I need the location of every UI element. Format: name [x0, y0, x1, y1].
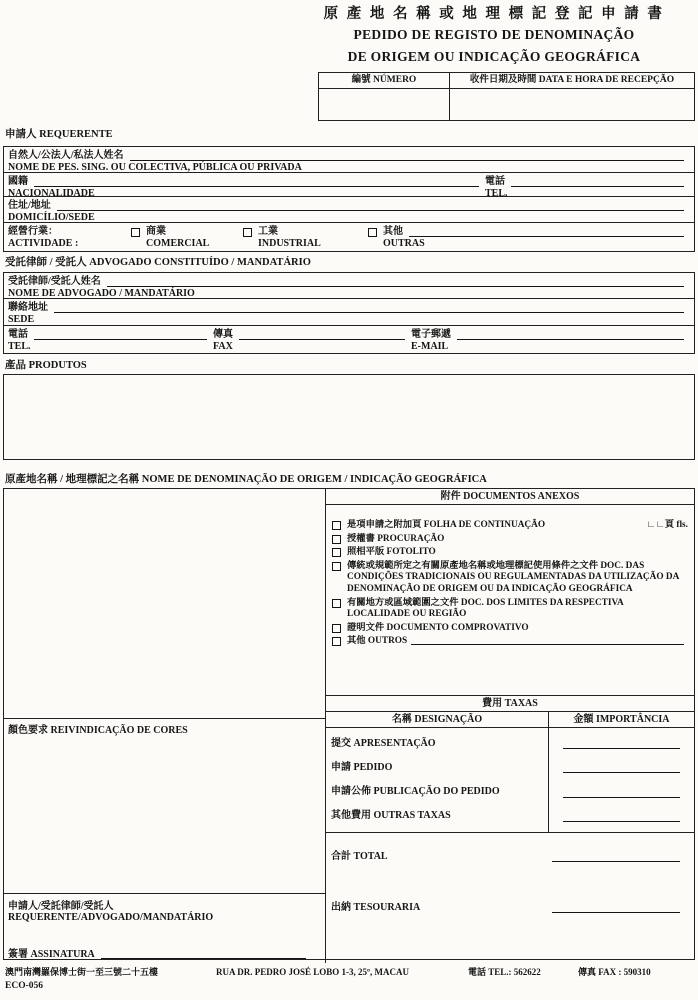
- industrial-label-pt: INDUSTRIAL: [258, 238, 321, 249]
- comprovative-checkbox[interactable]: [332, 624, 341, 633]
- colors-claim-label: 顏色要求 REIVINDICAÇÃO DE CORES: [8, 725, 188, 736]
- products-section-label: 產品 PRODUTOS: [5, 360, 87, 371]
- commercial-checkbox[interactable]: [131, 228, 140, 237]
- fotolito-checkbox[interactable]: [332, 548, 341, 557]
- others-field[interactable]: [409, 226, 684, 237]
- fees-body: [326, 728, 694, 833]
- reception-value-cell[interactable]: [450, 89, 694, 120]
- fees-designation-header: 名稱 DESIGNAÇÃO: [326, 712, 549, 727]
- attachment-item-limits-doc: [332, 598, 688, 621]
- fees-designation-column: [326, 728, 549, 832]
- attachment-item-label: 是項申請之附加頁 FOLHA DE CONTINUAÇÃO: [347, 520, 546, 530]
- advocate-email-field[interactable]: [457, 329, 684, 340]
- fees-amount-column: [549, 728, 694, 832]
- attachment-item-label: 授權書 PROCURAÇÃO: [347, 533, 445, 544]
- signature-label: 簽署 ASSINATURA: [8, 949, 95, 960]
- total-amount-field[interactable]: [552, 851, 680, 862]
- attachment-others-checkbox[interactable]: [332, 637, 341, 646]
- fee-amount-field-presentation[interactable]: [563, 738, 680, 749]
- signature-holder-label: 申請人/受託律師/受託人 REQUERENTE/ADVOGADO/MANDATÁRIO: [8, 901, 214, 923]
- applicant-name-label-pt: NOME DE PES. SING. OU COLECTIVA, PÚBLICA OU PRIVADA: [8, 162, 302, 173]
- activity-label-pt: ACTIVIDADE :: [8, 238, 79, 249]
- applicant-tel-label-pt: TEL.: [485, 188, 508, 199]
- activity-row: [4, 223, 694, 251]
- form-title-zh: 原 產 地 名 稱 或 地 理 標 記 登 記 申 請 書: [323, 6, 665, 22]
- fees-header-row: [326, 712, 694, 728]
- footer-address-pt: RUA DR. PEDRO JOSÉ LOBO 1-3, 25º, MACAU: [216, 967, 409, 977]
- industrial-label-zh: 工業: [258, 226, 278, 237]
- products-box[interactable]: [3, 374, 695, 460]
- applicant-address-label-pt: DOMICÍLIO/SEDE: [8, 212, 95, 223]
- continuation-checkbox[interactable]: [332, 521, 341, 530]
- attachment-item-label: 有關地方或區域範圍之文件 DOC. DOS LIMITES DA RESPECTIVA LOCALIDADE OU REGIÃO: [347, 597, 624, 620]
- advocate-address-field[interactable]: [54, 302, 684, 313]
- advocate-name-label-pt: NOME DE ADVOGADO / MANDATÁRIO: [8, 288, 195, 299]
- attachment-item-others: [332, 636, 688, 648]
- pages-note: ∟∟頁 fls.: [646, 520, 688, 530]
- signature-box: [4, 894, 325, 963]
- attachment-item-comprovative: [332, 623, 688, 635]
- applicant-tel-field[interactable]: [511, 176, 684, 187]
- fee-amount-field-publication[interactable]: [563, 787, 680, 798]
- others-label-pt: OUTRAS: [383, 238, 425, 249]
- fee-amount-field-other[interactable]: [563, 811, 680, 822]
- fees-box: [326, 696, 694, 963]
- nationality-label-pt: NACIONALIDADE: [8, 188, 95, 199]
- fees-amount-header: 金額 IMPORTÂNCIA: [573, 714, 670, 725]
- applicant-address-field[interactable]: [57, 200, 684, 211]
- attachment-item-label: 證明文件 DOCUMENTO COMPROVATIVO: [347, 622, 529, 633]
- advocate-name-row: [4, 273, 694, 299]
- advocate-address-label-pt: SEDE: [8, 314, 35, 325]
- industrial-checkbox[interactable]: [243, 228, 252, 237]
- applicant-address-row: [4, 197, 694, 223]
- conditions-doc-checkbox[interactable]: [332, 562, 341, 571]
- fee-row-label: 其他費用 OUTRAS TAXAS: [331, 810, 451, 821]
- total-label: 合計 TOTAL: [331, 851, 388, 862]
- number-reception-table: [318, 72, 695, 121]
- advocate-tel-label-zh: 電話: [8, 329, 28, 340]
- nationality-field[interactable]: [34, 176, 479, 187]
- attachment-item-procuration: [332, 534, 688, 546]
- fees-totals: [326, 833, 694, 913]
- footer-tel: 電話 TEL.: 562622: [468, 967, 541, 977]
- form-code: ECO-056: [5, 981, 43, 991]
- advocate-name-label-zh: 受託律師/受託人姓名: [8, 276, 101, 287]
- nationality-label-zh: 國籍: [8, 176, 28, 187]
- advocate-name-field[interactable]: [107, 276, 684, 287]
- commercial-label-zh: 商業: [146, 226, 166, 237]
- reception-header: 收件日期及時間 DATA E HORA DE RECEPÇÃO: [450, 73, 694, 89]
- number-header: 編號 NÚMERO: [319, 73, 450, 89]
- signature-field[interactable]: [101, 948, 306, 959]
- attachments-title: 附件 DOCUMENTOS ANEXOS: [326, 489, 694, 505]
- attachment-item-fotolito: [332, 547, 688, 559]
- applicant-nationality-row: [4, 173, 694, 197]
- treasury-field[interactable]: [552, 902, 680, 913]
- advocate-tel-field[interactable]: [34, 329, 207, 340]
- fee-row-label: 提交 APRESENTAÇÃO: [331, 738, 436, 749]
- commercial-label-pt: COMERCIAL: [146, 238, 210, 249]
- applicant-box: [3, 146, 695, 252]
- advocate-box: [3, 272, 695, 354]
- form-title-pt-line1: PEDIDO DE REGISTO DE DENOMINAÇÃO: [353, 27, 635, 42]
- form-title-pt-line2: DE ORIGEM OU INDICAÇÃO GEOGRÁFICA: [347, 49, 641, 64]
- others-checkbox[interactable]: [368, 228, 377, 237]
- main-grid: [3, 488, 695, 960]
- advocate-address-label-zh: 聯絡地址: [8, 302, 48, 313]
- fee-amount-field-request[interactable]: [563, 762, 680, 773]
- fee-row-label: 申請公佈 PUBLICAÇÃO DO PEDIDO: [331, 786, 500, 797]
- procuration-checkbox[interactable]: [332, 535, 341, 544]
- colors-claim-box[interactable]: [4, 719, 325, 894]
- attachment-item-continuation: [332, 520, 688, 532]
- activity-label-zh: 經營行業：: [8, 226, 58, 237]
- applicant-name-field[interactable]: [130, 150, 684, 161]
- origin-name-section-label: 原產地名稱 / 地理標記之名稱 NOME DE DENOMINAÇÃO DE ORIGEM / INDICAÇÃO GEOGRÁFICA: [5, 474, 487, 485]
- fees-title: 費用 TAXAS: [326, 696, 694, 712]
- footer-address-zh: 澳門南灣羅保博士街一至三號二十五樓: [5, 967, 159, 977]
- advocate-section-label: 受託律師 / 受託人 ADVOGADO CONSTITUÍDO / MANDATÁRIO: [5, 257, 311, 268]
- advocate-tel-label-pt: TEL.: [8, 341, 31, 352]
- applicant-name-label-zh: 自然人/公法人/私法人姓名: [8, 150, 124, 161]
- others-label-zh: 其他: [383, 226, 403, 237]
- advocate-email-label-zh: 電子郵遞: [411, 329, 451, 340]
- applicant-tel-label-zh: 電話: [485, 176, 505, 187]
- limits-doc-checkbox[interactable]: [332, 599, 341, 608]
- attachments-box: [326, 489, 694, 696]
- treasury-label: 出納 TESOURARIA: [331, 902, 421, 913]
- advocate-fax-label-pt: FAX: [213, 341, 233, 352]
- fee-row-label: 申請 PEDIDO: [331, 762, 393, 773]
- advocate-fax-label-zh: 傳真: [213, 329, 233, 340]
- advocate-contacts-row: [4, 326, 694, 353]
- footer-fax: 傳真 FAX : 590310: [578, 967, 651, 977]
- right-column: [326, 489, 694, 963]
- applicant-address-label-zh: 住址/地址: [8, 200, 51, 211]
- applicant-section-label: 申請人 REQUERENTE: [5, 129, 113, 140]
- attachments-list: [326, 505, 694, 650]
- applicant-name-row: [4, 147, 694, 173]
- attachment-item-label: 其他 OUTROS: [347, 636, 408, 647]
- left-column: [4, 489, 326, 963]
- attachment-item-conditions-doc: [332, 561, 688, 596]
- attachment-item-label: 照相平版 FOTOLITO: [347, 547, 436, 558]
- advocate-email-label-pt: E-MAIL: [411, 341, 449, 352]
- advocate-fax-field[interactable]: [239, 329, 405, 340]
- number-value-cell[interactable]: [319, 89, 450, 120]
- advocate-address-row: [4, 299, 694, 326]
- origin-name-box[interactable]: [4, 489, 325, 719]
- attachment-item-label: 傳統或規範所定之有關原產地名稱或地理標記使用條件之文件 DOC. DAS CONDIÇÕES TRADICIONAIS OU REGULAMENTADAS DA UTILIZAÇÃO DA DENOMINAÇÃO DE ORIGEM OU DA INDICAÇÃO GEOGRÁFICA: [347, 560, 679, 594]
- attachment-others-field[interactable]: [411, 636, 684, 645]
- form-header: [295, 5, 693, 68]
